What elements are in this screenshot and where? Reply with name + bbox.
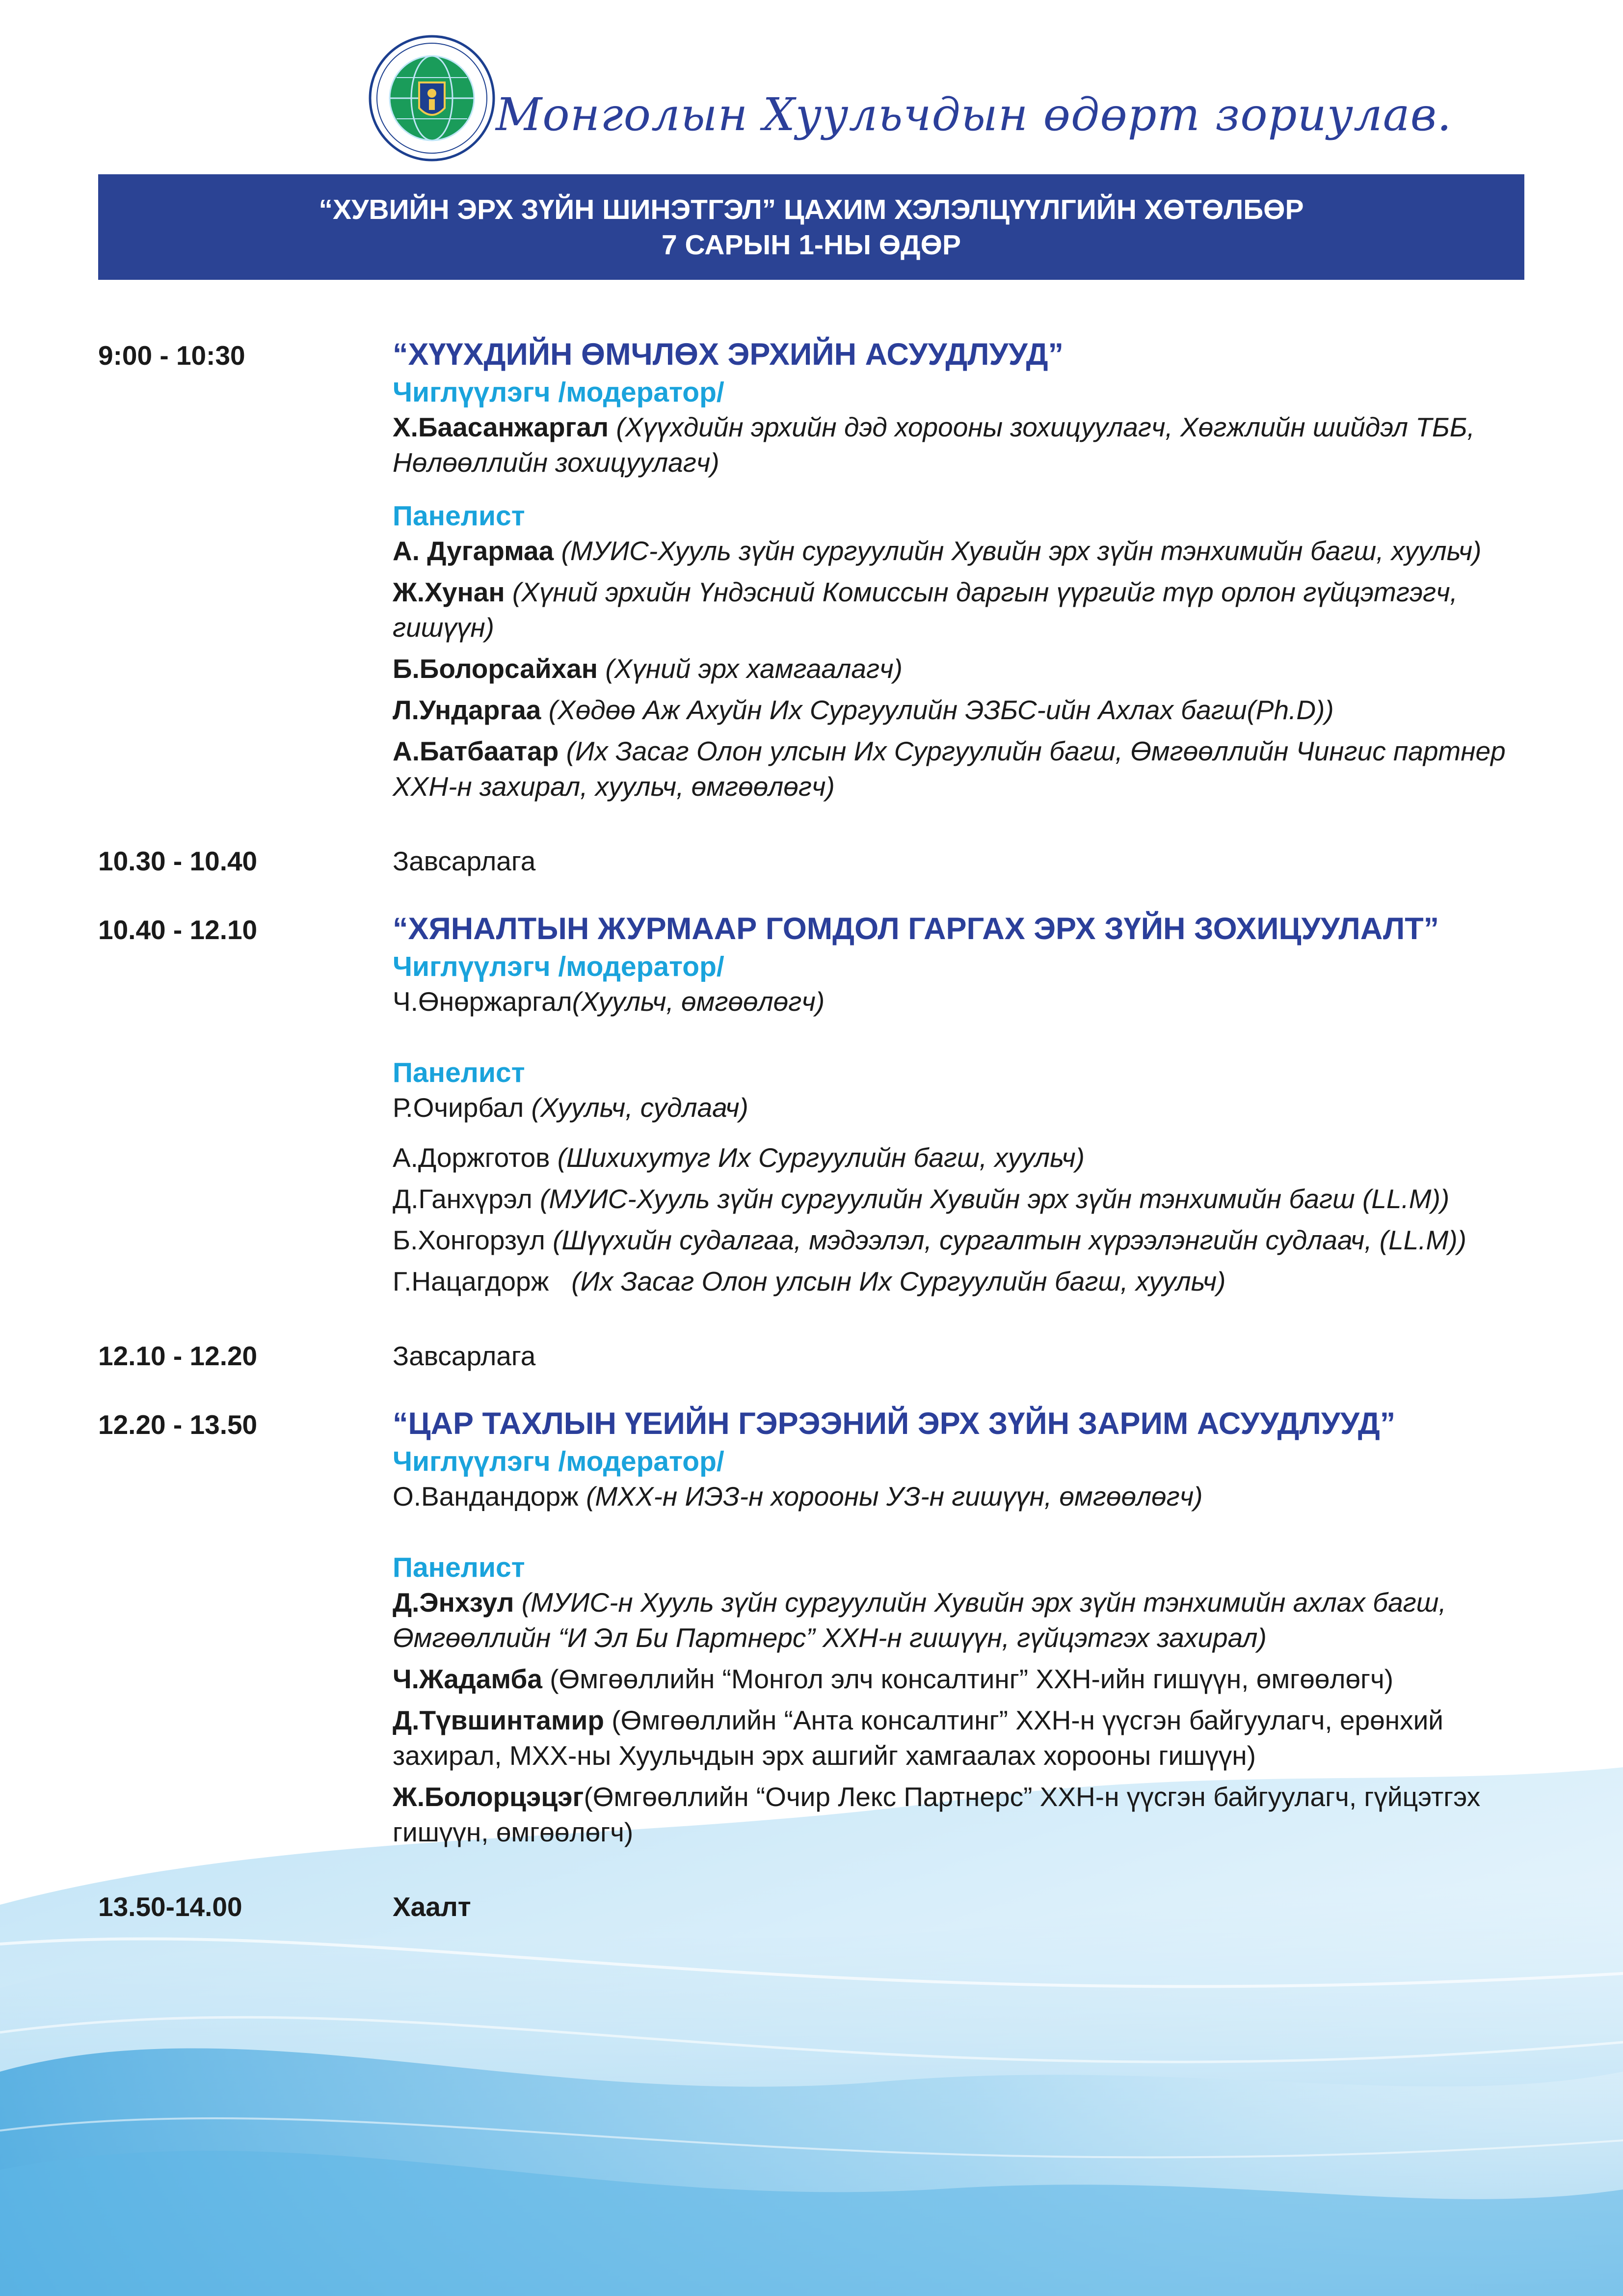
panelist <box>393 1181 1524 1216</box>
panelist-name: А. Дугармаа <box>393 536 554 566</box>
moderator-name: О.Вандандорж <box>393 1481 579 1512</box>
closing-time: 13.50-14.00 <box>98 1891 242 1922</box>
break-time: 10.30 - 10.40 <box>98 846 258 876</box>
panelist-name: Д.Энхзул <box>393 1587 514 1618</box>
panelist-desc: (МУИС-Хууль зүйн сургуулийн Хувийн эрх зүйн тэнхимийн багш (LL.M)) <box>540 1184 1450 1214</box>
break-2 <box>98 1334 1524 1374</box>
panelist-name: Б.Болорсайхан <box>393 653 598 684</box>
schedule <box>98 334 1524 1924</box>
break-text: Завсарлага <box>393 1341 536 1371</box>
moderator-label: Чиглүүлэгч /модератор/ <box>393 377 724 408</box>
panelist-desc: (Хуульч, судлаач) <box>531 1092 748 1123</box>
panelist <box>393 692 1524 728</box>
panelist-desc: (Шүүхийн судалгаа, мэдээлэл, сургалтын хүрээлэнгийн судлаач, (LL.M)) <box>553 1225 1466 1255</box>
moderator <box>393 984 1524 1019</box>
panelist-desc: (Хүний эрх хамгаалагч) <box>605 653 903 684</box>
moderator-label: Чиглүүлэгч /модератор/ <box>393 1446 724 1477</box>
panelist <box>393 1779 1524 1850</box>
panelist-name: Г.Нацагдорж <box>393 1266 549 1297</box>
bar-association-logo <box>368 34 496 162</box>
moderator-desc: (Хүүхдийн эрхийн дэд хорооны зохицуулагч, Хөгжлийн шийдэл ТББ, Нөлөөллийн зохицуулагч) <box>393 412 1475 478</box>
panelist <box>393 733 1524 804</box>
session-time: 10.40 - 12.10 <box>98 915 258 945</box>
moderator-label: Чиглүүлэгч /модератор/ <box>393 951 724 982</box>
title-banner <box>98 174 1524 280</box>
session-time: 12.20 - 13.50 <box>98 1409 258 1440</box>
panelist <box>393 1140 1524 1175</box>
session-title: “ЦАР ТАХЛЫН ҮЕИЙН ГЭРЭЭНИЙ ЭРХ ЗҮЙН ЗАРИМ АСУУДЛУУД” <box>393 1406 1396 1441</box>
break-time: 12.10 - 12.20 <box>98 1341 258 1371</box>
panelist <box>393 651 1524 686</box>
panelist-name: Л.Ундаргаа <box>393 695 541 725</box>
panelist <box>393 1661 1524 1697</box>
break-1 <box>98 839 1524 879</box>
panelist-name: Д.Түвшинтамир <box>393 1705 604 1735</box>
session-2 <box>98 908 1524 1305</box>
panelist-desc: (Их Засаг Олон улсын Их Сургуулийн багш, хуульч) <box>571 1266 1226 1297</box>
panelist-label: Панелист <box>393 1057 525 1088</box>
panelist-desc: (МУИС-Хууль зүйн сургуулийн Хувийн эрх зүйн тэнхимийн багш, хуульч) <box>561 536 1482 566</box>
panelist <box>393 1222 1524 1258</box>
panelist-name: А.Доржготов <box>393 1142 550 1173</box>
panelist-name: Р.Очирбал <box>393 1092 524 1123</box>
moderator <box>393 409 1524 480</box>
panelist <box>393 533 1524 568</box>
panelist <box>393 1585 1524 1655</box>
moderator-name: Ч.Өнөржаргал <box>393 986 572 1017</box>
banner-date: 7 САРЫН 1-НЫ ӨДӨР <box>661 229 961 261</box>
panelist-label: Панелист <box>393 500 525 532</box>
panelist-name: Б.Хонгорзул <box>393 1225 545 1255</box>
moderator <box>393 1479 1524 1514</box>
panelist-name: Д.Ганхүрэл <box>393 1184 532 1214</box>
session-time: 9:00 - 10:30 <box>98 340 245 371</box>
session-1 <box>98 334 1524 810</box>
panelist-desc: (Хөдөө Аж Ахуйн Их Сургуулийн ЭЗБС-ийн Ахлах багш(Ph.D)) <box>548 695 1334 725</box>
panelist-desc: (Өмгөөллийн “Анта консалтинг” ХХН-н үүсгэн байгуулагч, ерөнхий захирал, МХХ-ны Хуульчдын эрх ашгийг хамгаалах хорооны гишүүн) <box>393 1705 1444 1771</box>
moderator-name: Х.Баасанжаргал <box>393 412 609 442</box>
motto: Монголын Хуульчдын өдөрт зориулав. <box>496 88 1452 141</box>
session-title: “ХҮҮХДИЙН ӨМЧЛӨХ ЭРХИЙН АСУУДЛУУД” <box>393 337 1064 372</box>
panelist-name: А.Батбаатар <box>393 736 559 766</box>
closing-text: Хаалт <box>393 1891 471 1922</box>
panelist-desc: (Шихихутуг Их Сургуулийн багш, хуульч) <box>557 1142 1085 1173</box>
panelist <box>393 1264 1524 1299</box>
panelist <box>393 1090 1524 1125</box>
panelist <box>393 574 1524 645</box>
panelist-desc: (Хүний эрхийн Үндэсний Комиссын даргын үүргийг түр орлон гүйцэтгэгч, гишүүн) <box>393 577 1458 643</box>
session-3 <box>98 1403 1524 1856</box>
banner-title: “ХУВИЙН ЭРХ ЗҮЙН ШИНЭТГЭЛ” ЦАХИМ ХЭЛЭЛЦҮҮЛГИЙН ХӨТӨЛБӨР <box>319 193 1304 225</box>
panelist-desc: (МУИС-н Хууль зүйн сургуулийн Хувийн эрх зүйн тэнхимийн ахлах багш, Өмгөөллийн “И Эл Би Партнерс” ХХН-н гишүүн, гүйцэтгэх захирал) <box>393 1587 1446 1653</box>
panelist-name: Ж.Хунан <box>393 577 505 607</box>
break-text: Завсарлага <box>393 846 536 876</box>
panelist-label: Панелист <box>393 1552 525 1583</box>
session-title: “ХЯНАЛТЫН ЖУРМААР ГОМДОЛ ГАРГАХ ЭРХ ЗҮЙН ЗОХИЦУУЛАЛТ” <box>393 912 1439 946</box>
closing <box>98 1885 1524 1924</box>
panelist-desc: (Өмгөөллийн “Очир Лекс Партнерс” ХХН-н үүсгэн байгуулагч, гүйцэтгэх гишүүн, өмгөөлөгч) <box>393 1782 1481 1847</box>
panelist-desc: (Өмгөөллийн “Монгол элч консалтинг” ХХН-ийн гишүүн, өмгөөлөгч) <box>550 1664 1394 1694</box>
panelist-desc: (Их Засаг Олон улсын Их Сургуулийн багш, Өмгөөллийн Чингис партнер ХХН-н захирал, хуульч, өмгөөлөгч) <box>393 736 1506 802</box>
panelist-name: Ч.Жадамба <box>393 1664 542 1694</box>
panelist-name: Ж.Болорцэцэг <box>393 1782 584 1812</box>
panelist <box>393 1702 1524 1773</box>
moderator-desc: (Хуульч, өмгөөлөгч) <box>572 986 825 1017</box>
moderator-desc: (МХХ-н ИЭЗ-н хорооны УЗ-н гишүүн, өмгөөлөгч) <box>586 1481 1203 1512</box>
